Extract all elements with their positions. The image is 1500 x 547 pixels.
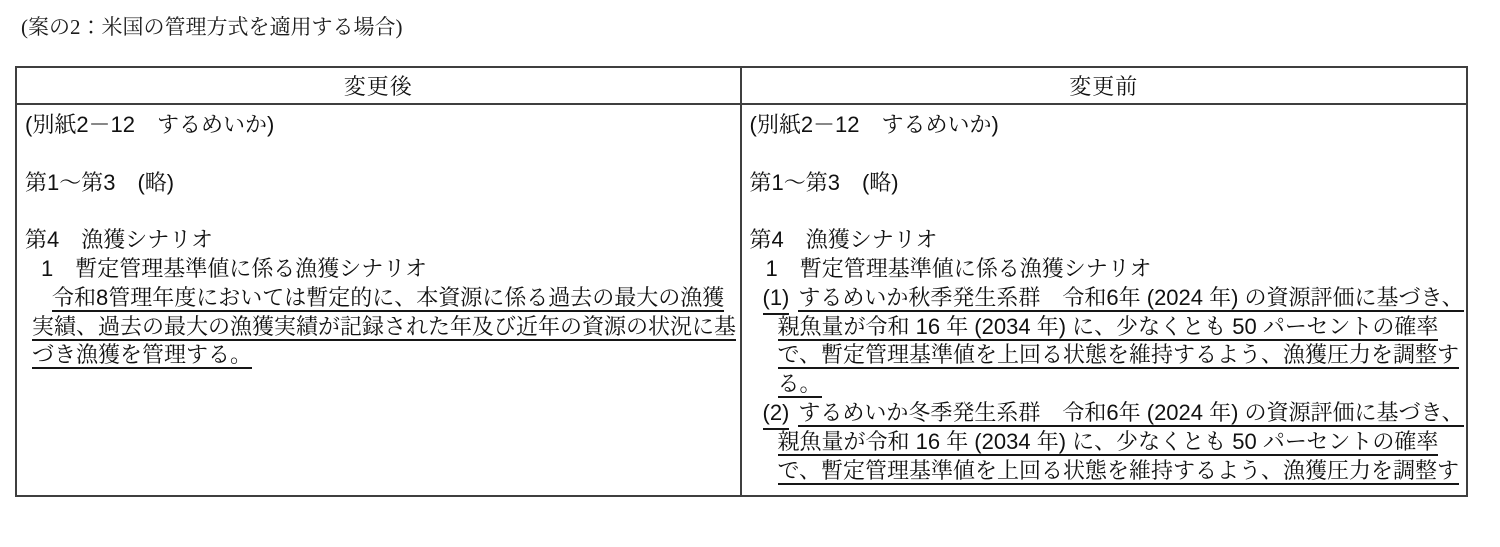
after-line-attachment: (別紙2－12 するめいか) bbox=[25, 112, 275, 137]
cell-before bbox=[742, 105, 1467, 495]
after-line-section-4: 第4 漁獲シナリオ bbox=[25, 227, 214, 253]
after-line-paragraph-3: づき漁獲を管理する。 bbox=[32, 342, 253, 368]
header-cell-before: 変更前 bbox=[1069, 74, 1139, 99]
before-line-sections-1-3: 第1～第3 (略) bbox=[749, 169, 899, 195]
before-line-sub2-3: で、暫定管理基準値を上回る状態を維持するよう、漁獲圧力を調整す bbox=[777, 457, 1460, 483]
before-line-item-1: 1 暫定管理基準値に係る漁獲シナリオ bbox=[765, 255, 1152, 281]
list-marker-2: (2) bbox=[763, 399, 790, 430]
before-line-sub1-4: る。 bbox=[777, 371, 822, 397]
document-title: (案の2：米国の管理方式を適用する場合) bbox=[21, 15, 403, 39]
before-line-attachment: (別紙2－12 するめいか) bbox=[749, 112, 999, 137]
comparison-table bbox=[15, 66, 1468, 497]
before-line-sub2-1: (2) するめいか冬季発生系群 令和6年 (2024 年) の資源評価に基づき、 bbox=[750, 399, 1461, 428]
after-line-item-1: 1 暫定管理基準値に係る漁獲シナリオ bbox=[41, 255, 428, 281]
before-line-sub2-2: 親魚量が令和 16 年 (2034 年) に、少なくとも 50 パーセントの確率 bbox=[777, 428, 1439, 454]
after-blank-line bbox=[25, 140, 734, 169]
before-line-sub1-3: で、暫定管理基準値を上回る状態を維持するよう、漁獲圧力を調整す bbox=[777, 342, 1460, 368]
table-body-row bbox=[17, 105, 1466, 495]
table-header-row bbox=[17, 68, 1466, 105]
header-cell-after: 変更後 bbox=[17, 68, 742, 103]
before-line-section-4: 第4 漁獲シナリオ bbox=[749, 227, 938, 253]
after-line-paragraph-2: 実績、過去の最大の漁獲実績が記録された年及び近年の資源の状況に基 bbox=[32, 313, 737, 339]
cell-after bbox=[17, 105, 742, 495]
after-blank-line bbox=[25, 197, 734, 226]
before-line-sub1-2: 親魚量が令和 16 年 (2034 年) に、少なくとも 50 パーセントの確率 bbox=[777, 313, 1439, 339]
list-marker-1: (1) bbox=[763, 284, 790, 315]
after-line-sections-1-3: 第1～第3 (略) bbox=[25, 169, 175, 195]
after-line-paragraph-1: 令和8管理年度においては暫定的に、本資源に係る過去の最大の漁獲 bbox=[52, 284, 725, 310]
before-blank-line bbox=[750, 197, 1461, 226]
before-blank-line bbox=[750, 140, 1461, 169]
before-line-sub1-1: (1) するめいか秋季発生系群 令和6年 (2024 年) の資源評価に基づき、 bbox=[750, 284, 1461, 313]
